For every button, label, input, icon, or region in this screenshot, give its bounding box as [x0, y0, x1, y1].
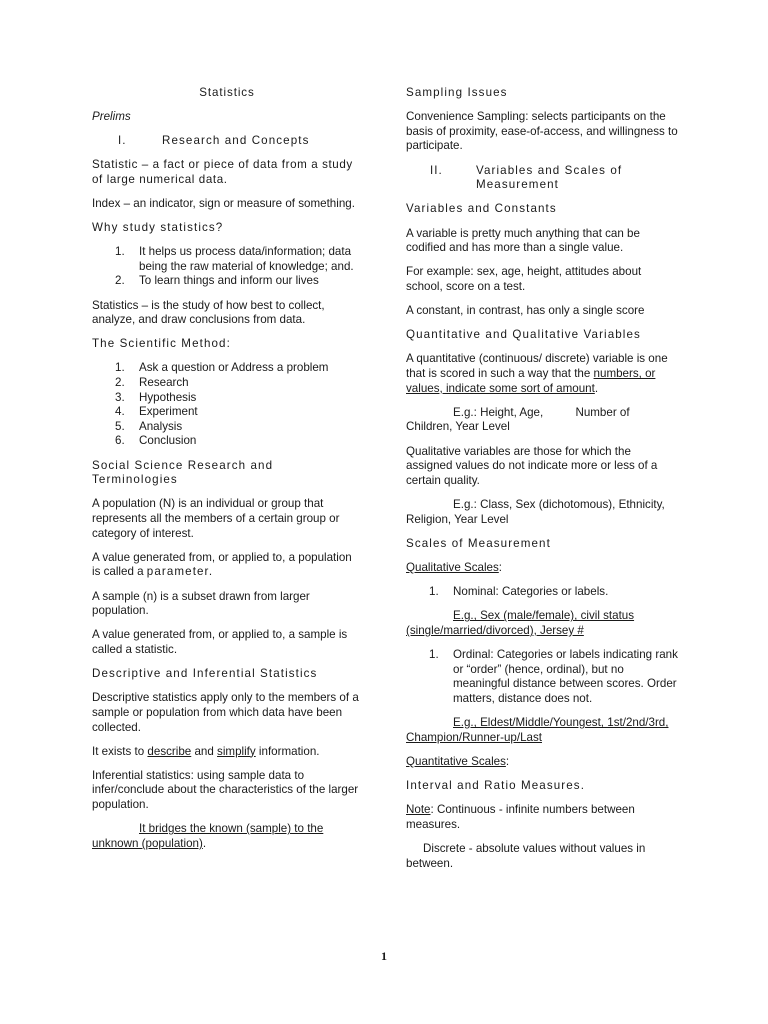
statistic-definition: Statistic – a fact or piece of data from a study of large numerical data. [92, 157, 353, 186]
list-item: 1. Nominal: Categories or labels. [429, 585, 609, 599]
scientific-method-heading: The Scientific Method: [92, 337, 231, 351]
descriptive-definition: Descriptive statistics apply only to the members of a sample or population from which data have been collected. [92, 691, 359, 734]
qualitative-definition: Qualitative variables are those for which the assigned values do not indicate more or less of a certain quality. [406, 444, 658, 487]
section-number: I. [118, 133, 127, 147]
list-item: 1. Ordinal: Categories or labels indicating rank or “order” (hence, ordinal), but no meaningful distance between scores. Order matters, distance does not. [429, 648, 678, 705]
section-title: Research and Concepts [162, 133, 310, 147]
scales-heading: Scales of Measurement [406, 536, 551, 550]
section-heading-variables [406, 164, 678, 193]
left-column [92, 86, 362, 861]
qualitative-example: E.g.: Class, Sex (dichotomous), Ethnicity, Religion, Year Level [406, 498, 665, 526]
sampling-issues-heading: Sampling Issues [406, 86, 508, 99]
social-science-heading: Social Science Research and Terminologies [92, 458, 274, 487]
ordinal-example: E.g., Eldest/Middle/Youngest, 1st/2nd/3rd, Champion/Runner-up/Last [406, 716, 669, 744]
parameter-definition: A value generated from, or applied to, a population is called a parameter. [92, 550, 352, 579]
section-title: Variables and Scales of Measurement [476, 163, 623, 192]
population-definition: A population (N) is an individual or group that represents all the members of a certain group or category of interest. [92, 497, 340, 540]
discrete-definition: Discrete - absolute values without values in between. [406, 842, 646, 870]
exists-statement: It exists to describe and simplify information. [92, 744, 320, 758]
statistics-study-definition: Statistics – is the study of how best to collect, analyze, and draw conclusions from data. [92, 298, 325, 327]
variable-example: For example: sex, age, height, attitudes about school, score on a test. [406, 265, 642, 293]
nominal-list [406, 585, 678, 600]
index-definition: Index – an indicator, sign or measure of something. [92, 196, 355, 210]
statistic-sample-definition: A value generated from, or applied to, a sample is called a statistic. [92, 628, 348, 656]
prelims-heading: Prelims [92, 109, 131, 123]
right-column [406, 86, 678, 881]
document-title: Statistics [199, 86, 255, 99]
why-study-list [92, 245, 362, 289]
list-item: 2. To learn things and inform our lives [115, 274, 319, 288]
why-study-heading: Why study statistics? [92, 220, 224, 234]
inferential-definition: Inferential statistics: using sample data to infer/conclude about the characteristics of the larger population. [92, 768, 359, 812]
ordinal-list [406, 648, 678, 706]
constant-definition: A constant, in contrast, has only a single score [406, 304, 645, 318]
scientific-method-list [92, 361, 362, 449]
quant-qual-heading: Quantitative and Qualitative Variables [406, 328, 641, 342]
note-continuous: Note: Continuous - infinite numbers between measures. [406, 803, 635, 831]
list-item: 4. Experiment [115, 405, 198, 419]
page-number: 1 [381, 949, 387, 963]
list-item: 6. Conclusion [115, 434, 197, 448]
list-item: 1. Ask a question or Address a problem [115, 361, 329, 375]
section-heading-research [92, 134, 362, 149]
qualitative-scales-heading: Qualitative Scales: [406, 560, 503, 574]
quantitative-example: E.g.: Height, Age, Number of Children, Year Level [406, 405, 633, 434]
section-number: II. [430, 163, 443, 177]
sample-definition: A sample (n) is a subset drawn from larger population. [92, 589, 310, 618]
descriptive-inferential-heading: Descriptive and Inferential Statistics [92, 667, 318, 681]
convenience-sampling: Convenience Sampling: selects participants on the basis of proximity, ease-of-access, and willingness to participate. [406, 110, 678, 153]
list-item: 5. Analysis [115, 419, 183, 433]
nominal-example: E.g., Sex (male/female), civil status (single/married/divorced), Jersey # [406, 609, 635, 637]
list-item: 2. Research [115, 376, 189, 390]
quantitative-scales-heading: Quantitative Scales: [406, 754, 510, 768]
interval-ratio-heading: Interval and Ratio Measures. [406, 779, 586, 793]
list-item: 1. It helps us process data/information; data being the raw material of knowledge; and. [115, 245, 354, 273]
bridges-statement: It bridges the known (sample) to the unknown (population). [92, 822, 324, 850]
variables-constants-heading: Variables and Constants [406, 202, 557, 216]
quantitative-definition: A quantitative (continuous/ discrete) variable is one that is scored in such a way that the numbers, or values, indicate some sort of amount. [406, 352, 668, 395]
list-item: 3. Hypothesis [115, 390, 197, 404]
variable-definition: A variable is pretty much anything that can be codified and has more than a single value. [406, 226, 640, 255]
